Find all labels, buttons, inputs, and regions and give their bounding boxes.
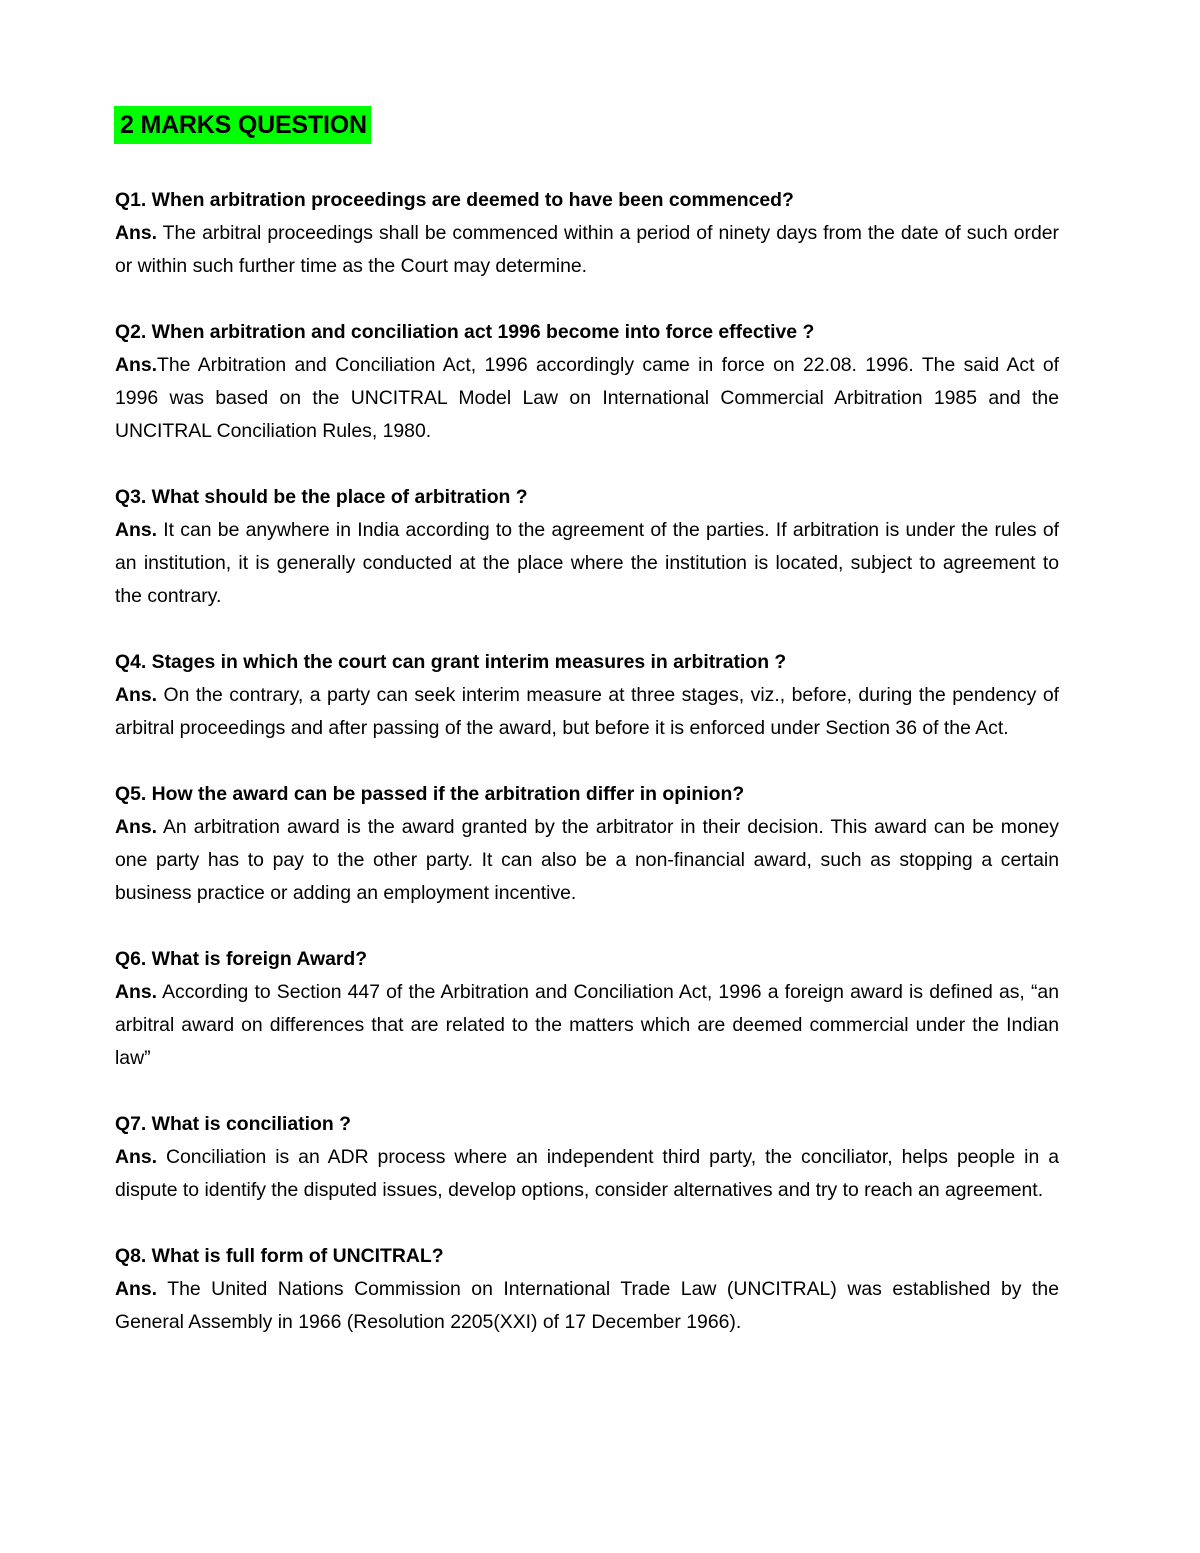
- question-1: Q1. When arbitration proceedings are deemed to have been commenced?: [115, 189, 794, 211]
- answer-7: [115, 1141, 1059, 1207]
- answer-label: Ans.: [115, 816, 158, 838]
- answer-4: [115, 679, 1059, 745]
- qa-item-1: [115, 184, 1059, 283]
- answer-label: Ans.: [115, 1146, 158, 1168]
- answer-6: [115, 976, 1059, 1075]
- qa-item-3: [115, 481, 1059, 613]
- answer-1: [115, 217, 1059, 283]
- answer-label: Ans.: [115, 1278, 158, 1300]
- answer-3: [115, 514, 1059, 613]
- answer-text: The Arbitration and Conciliation Act, 1996 accordingly came in force on 22.08. 1996. The said Act of 1996 was based on the UNCITRAL Model Law on International Commercial Arbitration 1985 and the UNCITRAL Conciliation Rules, 1980.: [115, 354, 1059, 442]
- document-page: [115, 106, 1059, 1339]
- question-5: Q5. How the award can be passed if the arbitration differ in opinion?: [115, 783, 745, 805]
- qa-item-8: [115, 1240, 1059, 1339]
- qa-item-5: [115, 778, 1059, 910]
- qa-item-6: [115, 943, 1059, 1075]
- answer-5: [115, 811, 1059, 910]
- question-6: Q6. What is foreign Award?: [115, 948, 368, 970]
- question-4: Q4. Stages in which the court can grant interim measures in arbitration ?: [115, 651, 787, 673]
- answer-8: [115, 1273, 1059, 1339]
- answer-label: Ans.: [115, 981, 158, 1003]
- answer-label: Ans.: [115, 519, 158, 541]
- question-3: Q3. What should be the place of arbitration ?: [115, 486, 528, 508]
- answer-2: [115, 349, 1059, 448]
- question-2: Q2. When arbitration and conciliation act 1996 become into force effective ?: [115, 321, 815, 343]
- answer-label: Ans.: [115, 354, 158, 376]
- answer-text: The arbitral proceedings shall be commenced within a period of ninety days from the date of such order or within such further time as the Court may determine.: [115, 222, 1059, 277]
- answer-text: On the contrary, a party can seek interim measure at three stages, viz., before, during the pendency of arbitral proceedings and after passing of the award, but before it is enforced under Section 36 of the Act.: [115, 684, 1059, 739]
- answer-text: An arbitration award is the award granted by the arbitrator in their decision. This award can be money one party has to pay to the other party. It can also be a non-financial award, such as stopping a certain business practice or adding an employment incentive.: [115, 816, 1059, 904]
- answer-text: The United Nations Commission on International Trade Law (UNCITRAL) was established by the General Assembly in 1966 (Resolution 2205(XXI) of 17 December 1966).: [115, 1278, 1059, 1333]
- question-8: Q8. What is full form of UNCITRAL?: [115, 1245, 444, 1267]
- section-heading: 2 MARKS QUESTION: [114, 106, 371, 144]
- qa-item-2: [115, 316, 1059, 448]
- answer-text: According to Section 447 of the Arbitration and Conciliation Act, 1996 a foreign award is defined as, “an arbitral award on differences that are related to the matters which are deemed commercial under the Indian law”: [115, 981, 1059, 1069]
- answer-label: Ans.: [115, 684, 158, 706]
- answer-text: Conciliation is an ADR process where an independent third party, the conciliator, helps people in a dispute to identify the disputed issues, develop options, consider alternatives and try to reach an agreement.: [115, 1146, 1059, 1201]
- answer-text: It can be anywhere in India according to the agreement of the parties. If arbitration is under the rules of an institution, it is generally conducted at the place where the institution is located, subject to agreement to the contrary.: [115, 519, 1059, 607]
- answer-label: Ans.: [115, 222, 158, 244]
- qa-item-4: [115, 646, 1059, 745]
- question-7: Q7. What is conciliation ?: [115, 1113, 351, 1135]
- qa-item-7: [115, 1108, 1059, 1207]
